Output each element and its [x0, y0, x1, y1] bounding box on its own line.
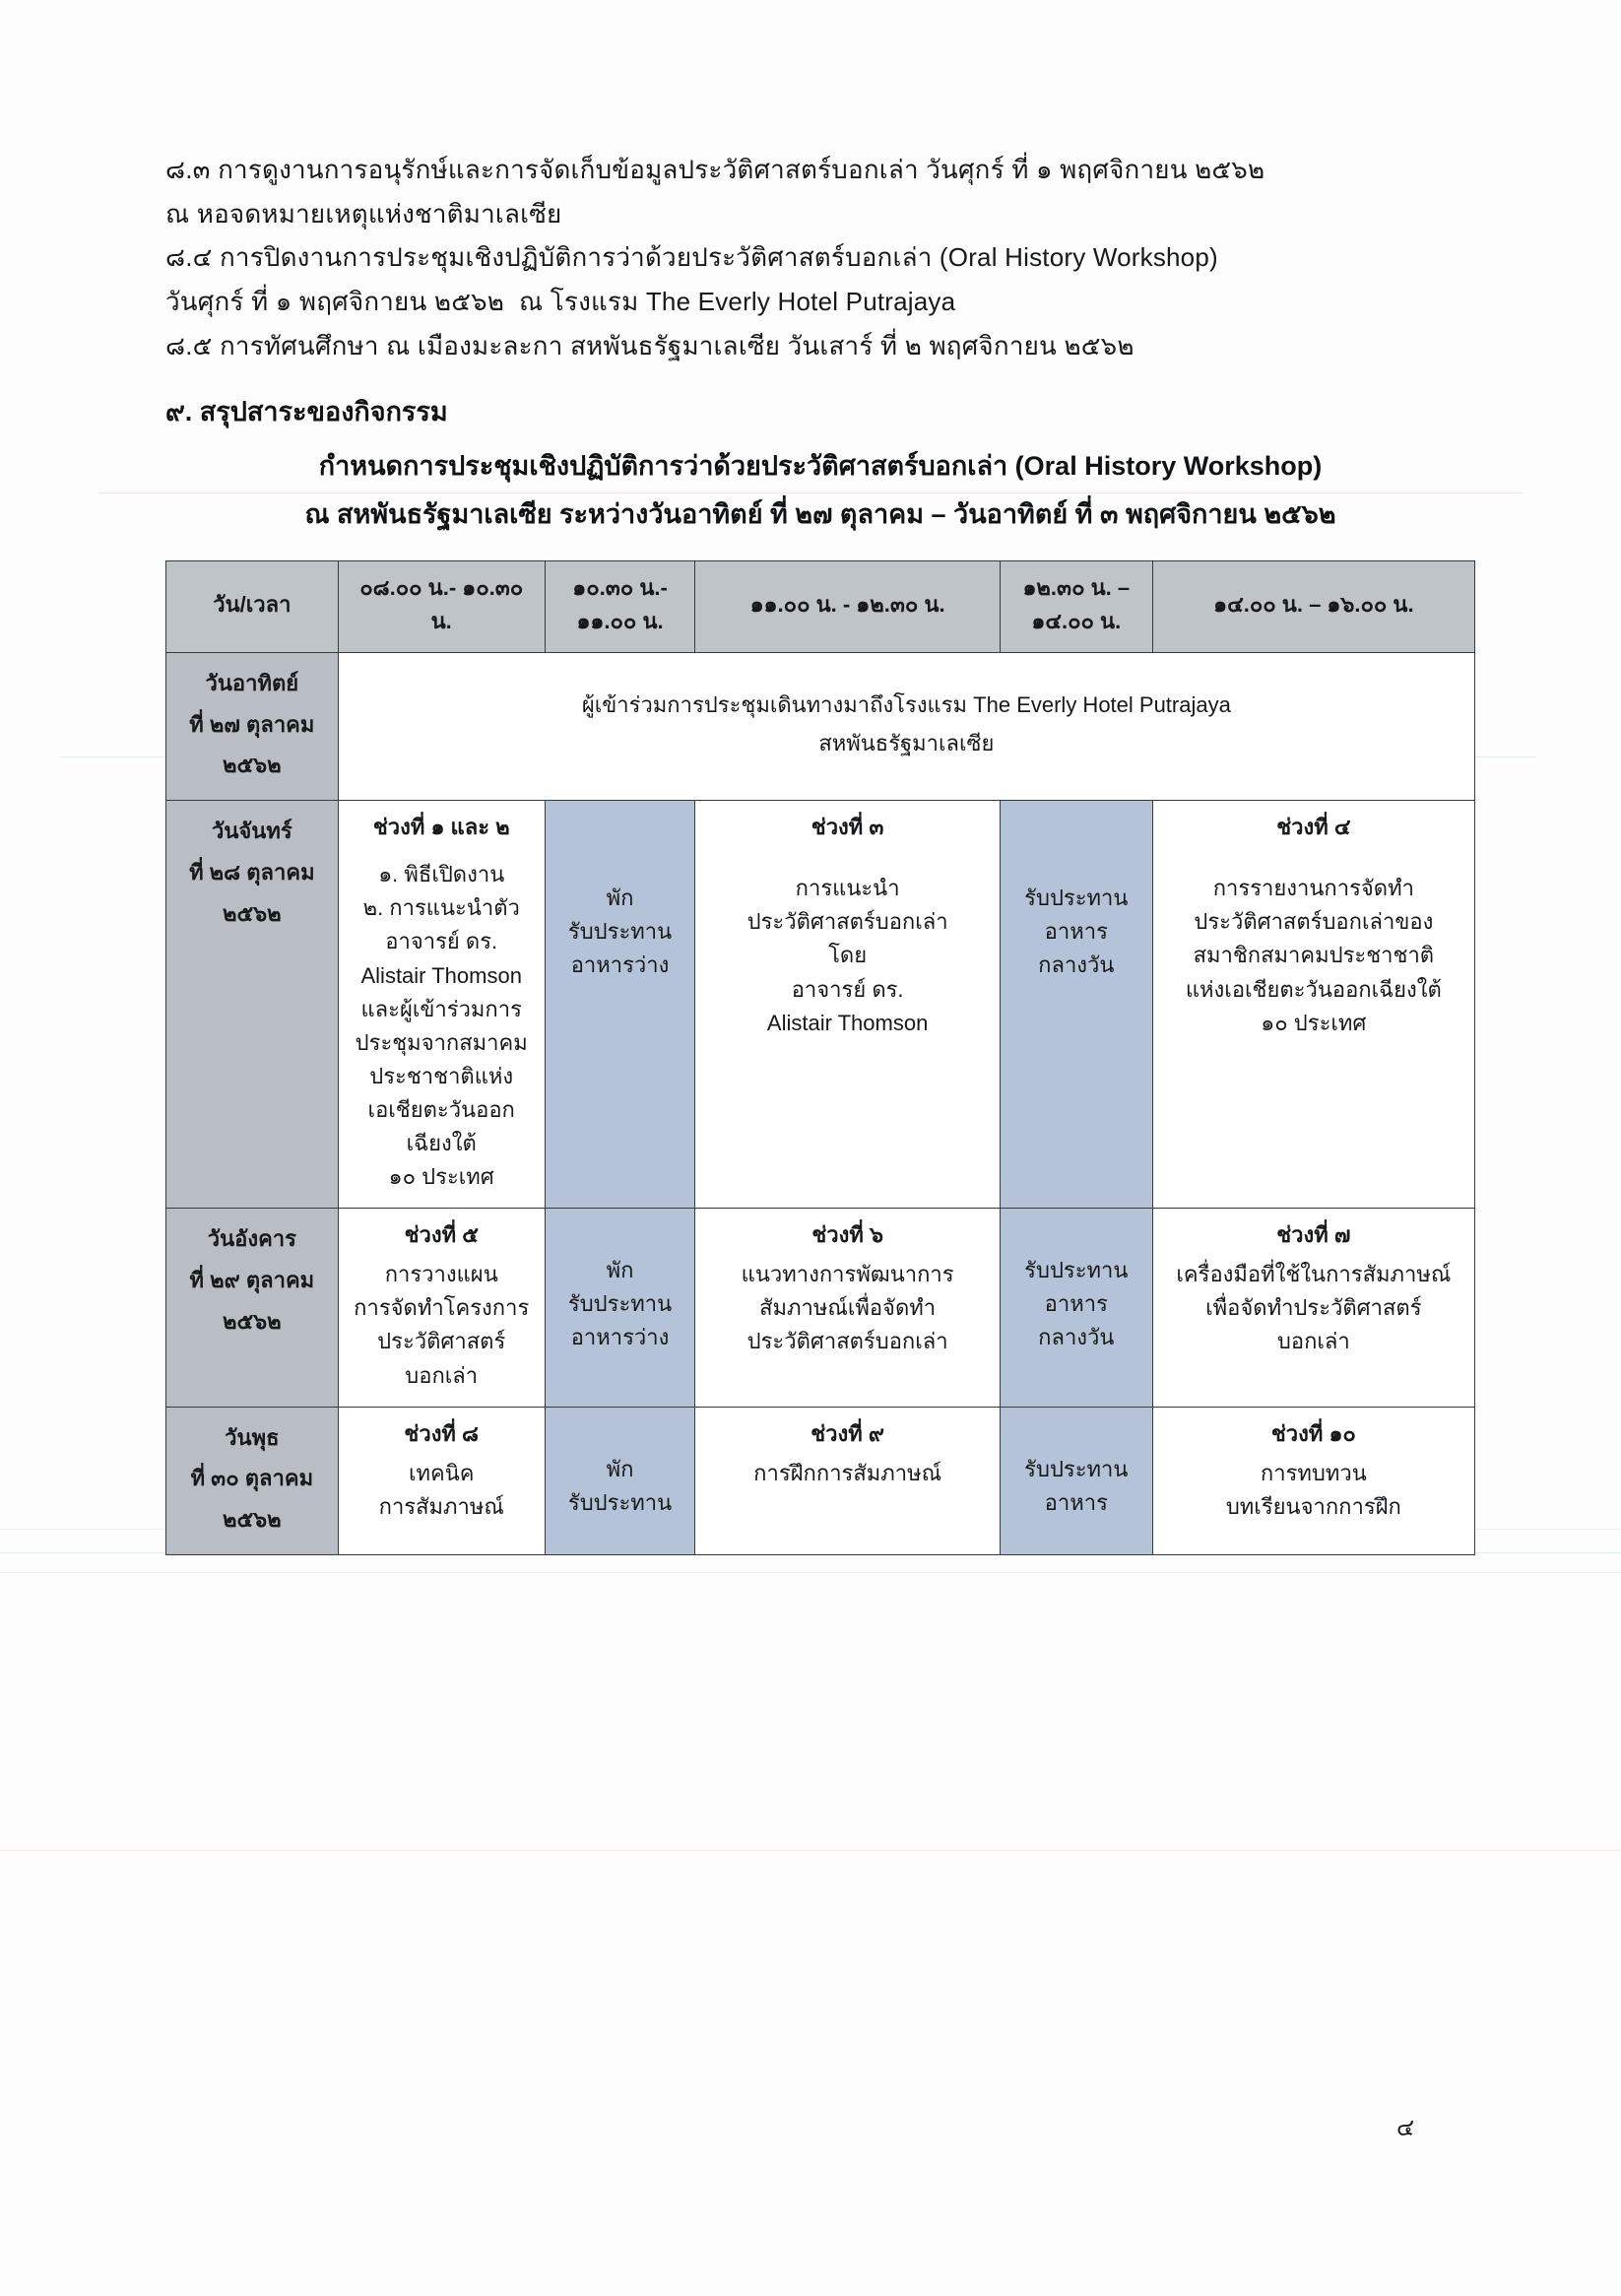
slot-line: แห่งเอเชียตะวันออกเฉียงใต้	[1185, 976, 1442, 1002]
slot-line: พัก	[606, 1456, 634, 1481]
slot-body	[1161, 1258, 1466, 1358]
cell-wednesday-break-morning	[545, 1407, 695, 1554]
document-content	[165, 148, 1475, 1555]
row-day-tuesday	[166, 1209, 339, 1407]
table-row	[166, 1209, 1475, 1407]
paragraph-8-4-cont: วันศุกร์ ที่ ๑ พฤศจิกายน ๒๕๖๒ ณ โรงแรม The Everly Hotel Putrajaya	[165, 287, 956, 317]
slot-line: เทคนิค	[408, 1460, 475, 1485]
day-line: วันอาทิตย์	[205, 670, 299, 695]
table-row	[166, 1407, 1475, 1554]
slot-line: พัก	[606, 1258, 634, 1283]
header-cell-slot-5: ๑๔.๐๐ น. – ๑๖.๐๐ น.	[1152, 560, 1474, 652]
slot-line: บอกเล่า	[1276, 1329, 1350, 1354]
paragraph-8-3: ๘.๓ การดูงานการอนุรักษ์และการจัดเก็บข้อมูลประวัติศาสตร์บอกเล่า วันศุกร์ ที่ ๑ พฤศจิกายน ๒๕๖๒	[165, 155, 1265, 184]
slot-line: ๒. การแนะนำตัว	[362, 895, 520, 921]
slot-line: ๑๐ ประเทศ	[388, 1164, 494, 1190]
slot-line: อาหารว่าง	[570, 952, 670, 978]
slot-body	[1008, 1453, 1144, 1520]
slot-line: ประวัติศาสตร์บอกเล่า	[746, 909, 948, 935]
day-line: ที่ ๒๗ ตุลาคม	[189, 711, 315, 737]
slot-title: ช่วงที่ ๗	[1276, 1222, 1351, 1248]
slot-line: กลางวัน	[1038, 1325, 1115, 1350]
slot-line: รับประทาน	[567, 1489, 673, 1515]
slot-title: ช่วงที่ ๑ และ ๒	[372, 815, 510, 840]
row-day-monday	[166, 801, 339, 1209]
slot-line: การรายงานการจัดทำ	[1212, 876, 1414, 901]
day-line: วันอังคาร	[207, 1226, 296, 1252]
table-header-row	[166, 560, 1475, 652]
row-day-sunday	[166, 652, 339, 800]
slot-body	[703, 872, 992, 1039]
merged-line: ผู้เข้าร่วมการประชุมเดินทางมาถึงโรงแรม The Everly Hotel Putrajaya	[581, 691, 1231, 717]
slot-line: การฝึกการสัมภาษณ์	[753, 1460, 942, 1485]
day-line: ที่ ๒๙ ตุลาคม	[189, 1268, 315, 1292]
slot-body	[347, 858, 537, 1194]
row-day-wednesday	[166, 1407, 339, 1554]
paragraph-8-5: ๘.๕ การทัศนศึกษา ณ เมืองมะละกา สหพันธรัฐมาเลเซีย วันเสาร์ ที่ ๒ พฤศจิกายน ๒๕๖๒	[165, 330, 1135, 361]
slot-line: รับประทาน	[1024, 1456, 1129, 1481]
table-row	[166, 652, 1475, 800]
cell-tuesday-session-6	[695, 1209, 1001, 1407]
slot-line: และผู้เข้าร่วมการ	[360, 996, 522, 1021]
slot-line: Alistair Thomson	[360, 962, 522, 988]
slot-line: รับประทาน	[567, 919, 673, 945]
cell-monday-break-morning	[545, 801, 695, 1209]
merged-line: สหพันธรัฐมาเลเซีย	[818, 731, 995, 756]
slot-line: สมาชิกสมาคมประชาชาติ	[1193, 943, 1435, 968]
slot-line: สัมภาษณ์เพื่อจัดทำ	[759, 1295, 937, 1321]
day-line: ๒๕๖๒	[223, 1308, 282, 1334]
slot-line: การทบทวน	[1260, 1460, 1367, 1485]
slot-title: ช่วงที่ ๓	[810, 815, 884, 840]
slot-title: ช่วงที่ ๘	[404, 1420, 480, 1446]
slot-body	[553, 1453, 687, 1520]
slot-body	[703, 1457, 992, 1490]
slot-line: ประวัติศาสตร์บอกเล่าของ	[1194, 909, 1434, 935]
slot-title: ช่วงที่ ๑๐	[1270, 1420, 1356, 1446]
slot-title: ช่วงที่ ๕	[404, 1222, 479, 1248]
slot-body	[553, 1254, 687, 1354]
slot-line: ประวัติศาสตร์บอกเล่า	[746, 1329, 948, 1354]
day-line: ที่ ๓๐ ตุลาคม	[190, 1466, 314, 1491]
cell-wednesday-session-10	[1152, 1407, 1474, 1554]
slot-line: ๑. พิธีเปิดงาน	[378, 862, 505, 887]
day-line: ๒๕๖๒	[223, 1507, 282, 1533]
slot-line: แนวทางการพัฒนาการ	[741, 1262, 954, 1287]
slot-line: รับประทาน	[567, 1291, 673, 1317]
cell-tuesday-session-7	[1152, 1209, 1474, 1407]
slot-line: ประชาชาติแห่ง	[369, 1063, 514, 1088]
slot-line: เพื่อจัดทำประวัติศาสตร์	[1205, 1295, 1422, 1321]
cell-tuesday-lunch	[1000, 1209, 1152, 1407]
cell-monday-session-1-2	[338, 801, 545, 1209]
day-line: วันพุธ	[225, 1424, 280, 1450]
slot-line: การจัดทำโครงการ	[354, 1295, 530, 1321]
slot-body	[1161, 1457, 1466, 1524]
cell-wednesday-lunch	[1000, 1407, 1152, 1554]
slot-title: ช่วงที่ ๙	[810, 1420, 884, 1446]
table-title-line-2: ณ สหพันธรัฐมาเลเซีย ระหว่างวันอาทิตย์ ที่ ๒๗ ตุลาคม – วันอาทิตย์ ที่ ๓ พฤศจิกายน ๒๕๖๒	[304, 498, 1336, 529]
slot-body	[1008, 882, 1144, 982]
slot-line: พัก	[606, 886, 634, 911]
slot-line: อาหาร	[1044, 919, 1108, 945]
scan-artifact-line	[0, 1572, 1621, 1573]
header-cell-slot-2: ๑๐.๓๐ น.- ๑๑.๐๐ น.	[545, 560, 695, 652]
paragraph-8-4: ๘.๔ การปิดงานการประชุมเชิงปฏิบัติการว่าด้วยประวัติศาสตร์บอกเล่า (Oral History Workshop)	[165, 242, 1218, 273]
slot-line: เอเชียตะวันออก	[367, 1096, 515, 1122]
cell-tuesday-break-morning	[545, 1209, 695, 1407]
header-cell-day-time: วัน/เวลา	[166, 560, 339, 652]
schedule-table	[165, 560, 1475, 1555]
table-row	[166, 801, 1475, 1209]
cell-tuesday-session-5	[338, 1209, 545, 1407]
row-merged-arrival	[338, 652, 1474, 800]
slot-line: อาหารว่าง	[570, 1325, 670, 1350]
slot-line: เครื่องมือที่ใช้ในการสัมภาษณ์	[1176, 1262, 1452, 1287]
scan-artifact-line	[0, 1850, 1621, 1851]
slot-body	[1161, 872, 1466, 1039]
page-number: ๔	[1396, 2115, 1415, 2141]
slot-body	[1008, 1254, 1144, 1354]
slot-line: การวางแผน	[384, 1262, 498, 1287]
cell-monday-lunch	[1000, 801, 1152, 1209]
slot-line: โดย	[828, 943, 868, 968]
slot-line: การแนะนำ	[795, 876, 900, 901]
slot-body	[347, 1457, 537, 1524]
header-cell-slot-1: ๐๘.๐๐ น.- ๑๐.๓๐ น.	[338, 560, 545, 652]
day-line: วันจันทร์	[212, 819, 292, 844]
day-line: ที่ ๒๘ ตุลาคม	[189, 859, 315, 885]
slot-body	[703, 1258, 992, 1358]
slot-line: รับประทาน	[1024, 886, 1129, 911]
day-line: ๒๕๖๒	[223, 900, 282, 926]
slot-line: ประชุมจากสมาคม	[355, 1029, 528, 1055]
slot-line: อาหาร	[1044, 1291, 1108, 1317]
slot-line: การสัมภาษณ์	[378, 1493, 504, 1519]
cell-monday-session-3	[695, 801, 1001, 1209]
slot-body	[347, 1258, 537, 1392]
section-heading-9: ๙. สรุปสาระของกิจกรรม	[165, 396, 448, 426]
slot-line: เฉียงใต้	[406, 1131, 477, 1156]
slot-line: บทเรียนจากการฝึก	[1225, 1493, 1401, 1519]
paragraph-8-3-cont: ณ หอจดหมายเหตุแห่งชาติมาเลเซีย	[165, 198, 562, 229]
cell-monday-session-4	[1152, 801, 1474, 1209]
cell-wednesday-session-9	[695, 1407, 1001, 1554]
slot-line: ๑๐ ประเทศ	[1261, 1010, 1367, 1035]
slot-title: ช่วงที่ ๔	[1276, 815, 1351, 840]
slot-line: อาหาร	[1044, 1489, 1108, 1515]
slot-line: รับประทาน	[1024, 1258, 1129, 1283]
cell-wednesday-session-8	[338, 1407, 545, 1554]
slot-line: กลางวัน	[1038, 952, 1115, 978]
slot-line: ประวัติศาสตร์	[377, 1329, 506, 1354]
slot-title: ช่วงที่ ๖	[811, 1222, 883, 1248]
slot-line: อาจารย์ ดร.	[385, 929, 498, 954]
slot-line: บอกเล่า	[405, 1362, 479, 1388]
day-line: ๒๕๖๒	[223, 753, 282, 778]
header-cell-slot-4: ๑๒.๓๐ น. – ๑๔.๐๐ น.	[1000, 560, 1152, 652]
header-cell-slot-3: ๑๑.๐๐ น. - ๑๒.๓๐ น.	[695, 560, 1001, 652]
slot-line: Alistair Thomson	[766, 1010, 929, 1035]
slot-line: อาจารย์ ดร.	[791, 976, 904, 1002]
table-title-line-1: กำหนดการประชุมเชิงปฏิบัติการว่าด้วยประวัติศาสตร์บอกเล่า (Oral History Workshop)	[318, 450, 1323, 481]
slot-body	[553, 882, 687, 982]
